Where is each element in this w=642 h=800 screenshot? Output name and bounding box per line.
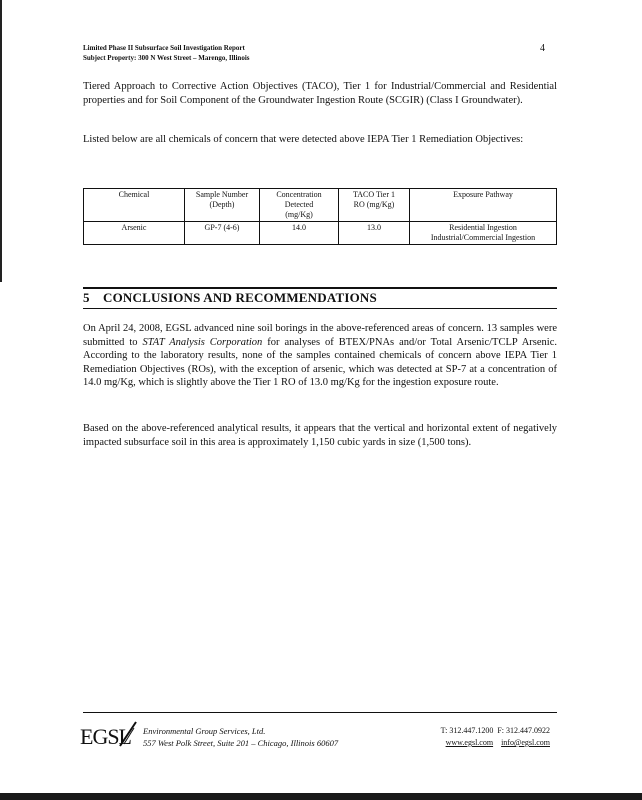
egsl-logo xyxy=(80,716,138,750)
section-5-heading xyxy=(83,290,377,306)
chemicals-intro-paragraph: Listed below are all chemicals of concern that were detected above IEPA Tier 1 Remediation Objectives: xyxy=(83,134,524,145)
company-address: 557 West Polk Street, Suite 201 – Chicago, Illinois 60607 xyxy=(143,738,339,748)
col-taco-tier1: TACO Tier 1 RO (mg/Kg) xyxy=(339,189,410,222)
section-title: CONCLUSIONS AND RECOMMENDATIONS xyxy=(103,290,377,305)
col-sample-number: Sample Number (Depth) xyxy=(185,189,260,222)
cell-concentration: 14.0 xyxy=(260,222,339,245)
header-subject-property: Subject Property: 300 N West Street – Marengo, Illinois xyxy=(83,54,250,62)
email-link[interactable]: info@egsl.com xyxy=(501,738,550,747)
extent-paragraph: Based on the above-referenced analytical results, it appears that the vertical and horizontal extent of negatively impacted subsurface soil in this area is approximately 1,150 cubic yards in size (1,500 tons). xyxy=(83,423,557,448)
fax: F: 312.447.0922 xyxy=(497,726,550,735)
table-header-row xyxy=(84,189,557,222)
footer-company xyxy=(143,725,338,749)
running-header xyxy=(83,43,250,63)
conclusions-paragraph: On April 24, 2008, EGSL advanced nine soil borings in the above-referenced areas of concern. 13 samples were submitted to STAT Analysis Corporation for analyses of BTEX/PNAs and/or Total Arsenic/TCLP Arsenic. According to the laboratory results, none of the samples contained chemicals of concern above IEPA Tier 1 Remediation Objectives (ROs), with the exception of arsenic, which was detected at SP-7 at a concentration of 14.0 mg/Kg, which is slightly above the Tier 1 RO of 13.0 mg/Kg for the ingestion exposure route. xyxy=(83,323,557,389)
cell-chemical: Arsenic xyxy=(84,222,185,245)
footer-contact xyxy=(428,725,550,749)
header-report-title: Limited Phase II Subsurface Soil Investigation Report xyxy=(83,44,245,52)
lab-name: STAT Analysis Corporation xyxy=(142,336,263,348)
company-name: Environmental Group Services, Ltd. xyxy=(143,726,266,736)
scan-left-edge xyxy=(0,0,2,282)
website-link[interactable]: www.egsl.com xyxy=(445,738,494,747)
cell-sample: GP-7 (4-6) xyxy=(185,222,260,245)
section-number: 5 xyxy=(83,290,90,305)
section-rule-bottom xyxy=(83,308,557,309)
section-rule-top xyxy=(83,287,557,289)
scan-bottom-edge xyxy=(0,793,642,800)
cell-taco-ro: 13.0 xyxy=(339,222,410,245)
page-number: 4 xyxy=(540,43,545,54)
cell-exposure: Residential Ingestion Industrial/Commercial Ingestion xyxy=(410,222,557,245)
col-chemical: Chemical xyxy=(84,189,185,222)
taco-paragraph: Tiered Approach to Corrective Action Objectives (TACO), Tier 1 for Industrial/Commercial and Residential properties and for Soil Component of the Groundwater Ingestion Route (SCGIR) (Class I Groundwater). xyxy=(83,81,557,106)
phone: T: 312.447.1200 xyxy=(440,726,494,735)
col-concentration: Concentration Detected (mg/Kg) xyxy=(260,189,339,222)
chemicals-of-concern-table xyxy=(83,188,557,245)
col-exposure-pathway: Exposure Pathway xyxy=(410,189,557,222)
footer-rule xyxy=(83,712,557,713)
logo-text: EGSL xyxy=(80,724,131,749)
table-row xyxy=(84,222,557,245)
